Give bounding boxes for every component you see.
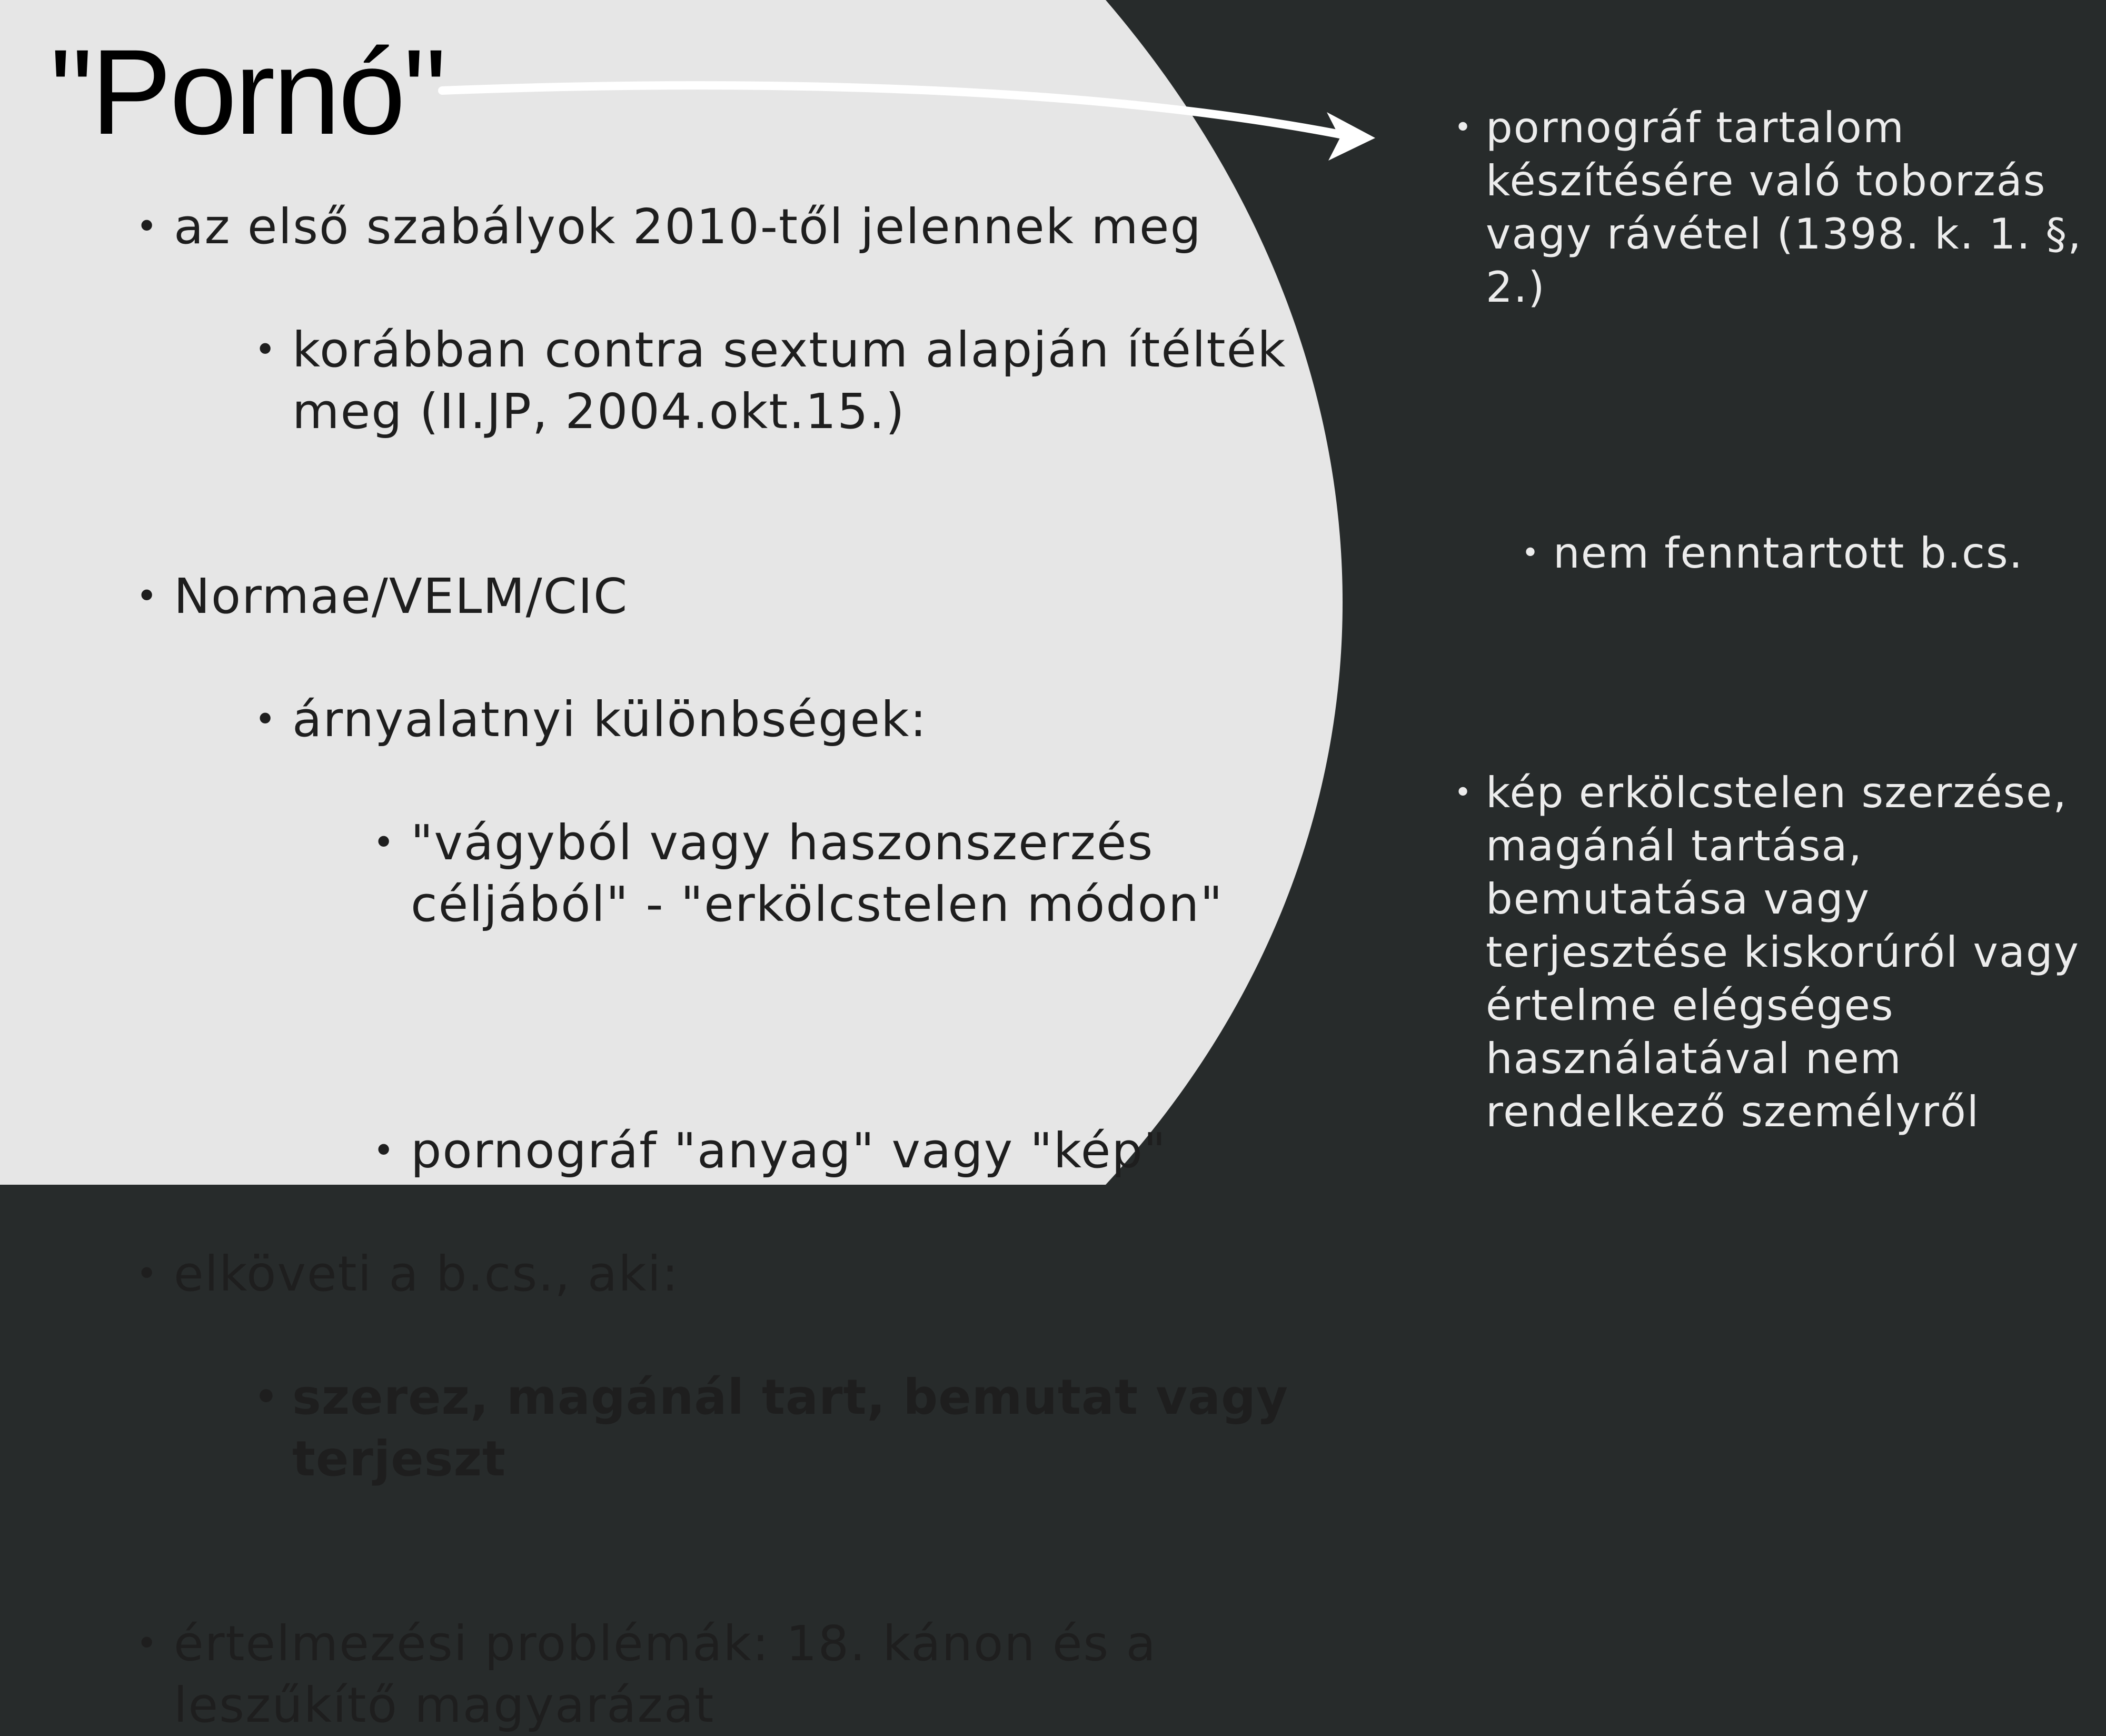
bullet-vagybol: • "vágyból vagy haszonszerzés céljából" - "erkölcstelen módon" [411, 812, 1306, 935]
bullet-first-rules: • az első szabályok 2010-től jelennek meg [174, 196, 1269, 257]
bullet-elkoveti: • elköveti a b.cs., aki: [174, 1243, 1269, 1305]
bullet-anyag-kep: • pornográf "anyag" vagy "kép" [411, 1120, 1306, 1182]
bullet-image-minor: • kép erkölcstelen szerzése, magánál tartása, bemutatása vagy terjesztése kiskorúról vagy értelme elégséges használatával nem rendelkező személyről [1486, 766, 2086, 1138]
bullet-szerez-bold: • szerez, magánál tart, bemutat vagy terjeszt [292, 1366, 1293, 1490]
bullet-contra-sextum: • korábban contra sextum alapján ítélték meg (II.JP, 2004.okt.15.) [292, 319, 1293, 442]
bullet-interpretation: • értelmezési problémák: 18. kánon és a leszűkítő magyarázat [174, 1613, 1206, 1736]
bullet-differences: • árnyalatnyi különbségek: [292, 689, 1293, 750]
bullet-normae: • Normae/VELM/CIC [174, 566, 1269, 627]
bullet-not-reserved: • nem fenntartott b.cs. [1553, 527, 2027, 580]
bullet-recruitment: • pornográf tartalom készítésére való toborzás vagy rávétel (1398. k. 1. §, 2.) [1486, 101, 2086, 314]
slide-title: "Pornó" [50, 24, 445, 160]
